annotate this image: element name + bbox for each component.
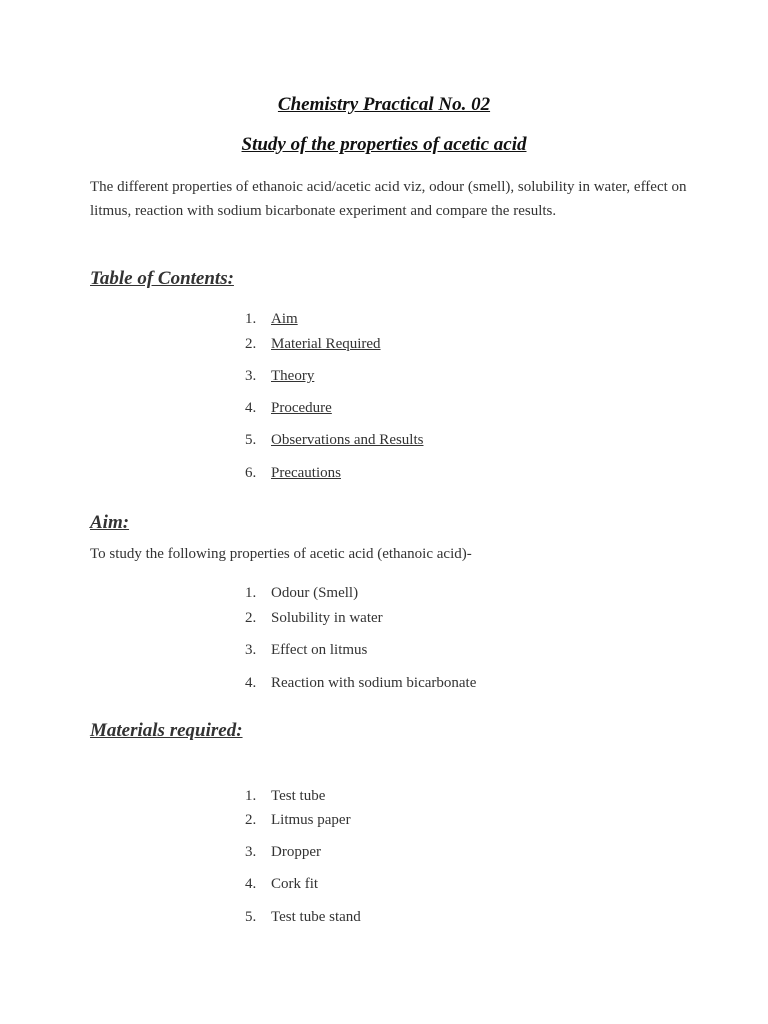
aim-list-item xyxy=(245,585,358,602)
materials-list-item xyxy=(245,909,361,926)
list-number: 3. xyxy=(245,844,257,860)
material-item-label: Cork fit xyxy=(271,876,319,892)
toc-link-procedure[interactable]: Procedure xyxy=(271,400,332,416)
list-number: 2. xyxy=(245,336,257,352)
aim-item-label: Reaction with sodium bicarbonate xyxy=(271,675,477,691)
material-item-label: Test tube xyxy=(271,788,326,804)
list-number: 1. xyxy=(245,311,257,327)
aim-list-item xyxy=(245,675,476,692)
list-number: 1. xyxy=(245,788,257,804)
toc-link-material-required[interactable]: Material Required xyxy=(271,336,381,352)
list-number: 3. xyxy=(245,368,257,384)
list-number: 4. xyxy=(245,400,257,416)
list-number: 1. xyxy=(245,585,257,601)
toc-item-precautions xyxy=(245,465,341,482)
list-number: 4. xyxy=(245,876,257,892)
aim-list-item xyxy=(245,610,383,627)
aim-list-item xyxy=(245,642,367,659)
materials-list-item xyxy=(245,844,321,861)
list-number: 2. xyxy=(245,610,257,626)
toc-heading: Table of Contents: xyxy=(90,268,234,289)
aim-item-label: Odour (Smell) xyxy=(271,585,359,601)
material-item-label: Dropper xyxy=(271,844,321,860)
material-item-label: Litmus paper xyxy=(271,812,351,828)
toc-item-theory xyxy=(245,368,314,385)
page-title: Chemistry Practical No. 02 xyxy=(277,94,491,115)
toc-link-theory[interactable]: Theory xyxy=(271,368,315,384)
toc-item-aim xyxy=(245,311,298,328)
aim-item-label: Solubility in water xyxy=(271,610,383,626)
list-number: 2. xyxy=(245,812,257,828)
material-item-label: Test tube stand xyxy=(271,909,361,925)
aim-heading: Aim: xyxy=(90,512,130,533)
toc-link-observations[interactable]: Observations and Results xyxy=(271,432,424,448)
toc-item-procedure xyxy=(245,400,332,417)
page-subtitle: Study of the properties of acetic acid xyxy=(241,134,527,155)
toc-link-precautions[interactable]: Precautions xyxy=(271,465,341,481)
materials-list-item xyxy=(245,788,325,805)
toc-link-aim[interactable]: Aim xyxy=(271,311,298,327)
toc-item-material-required xyxy=(245,336,381,353)
toc-item-observations xyxy=(245,432,423,449)
list-number: 4. xyxy=(245,675,257,691)
list-number: 5. xyxy=(245,432,257,448)
aim-item-label: Effect on litmus xyxy=(271,642,368,658)
list-number: 6. xyxy=(245,465,257,481)
list-number: 5. xyxy=(245,909,257,925)
materials-heading: Materials required: xyxy=(90,720,243,741)
materials-list-item xyxy=(245,876,318,893)
materials-list-item xyxy=(245,812,351,829)
intro-paragraph: The different properties of ethanoic acid/acetic acid viz, odour (smell), solubility in water, effect on litmus, reaction with sodium bicarbonate experiment and compare the results. xyxy=(90,179,687,219)
aim-paragraph: To study the following properties of acetic acid (ethanoic acid)- xyxy=(90,546,472,562)
list-number: 3. xyxy=(245,642,257,658)
